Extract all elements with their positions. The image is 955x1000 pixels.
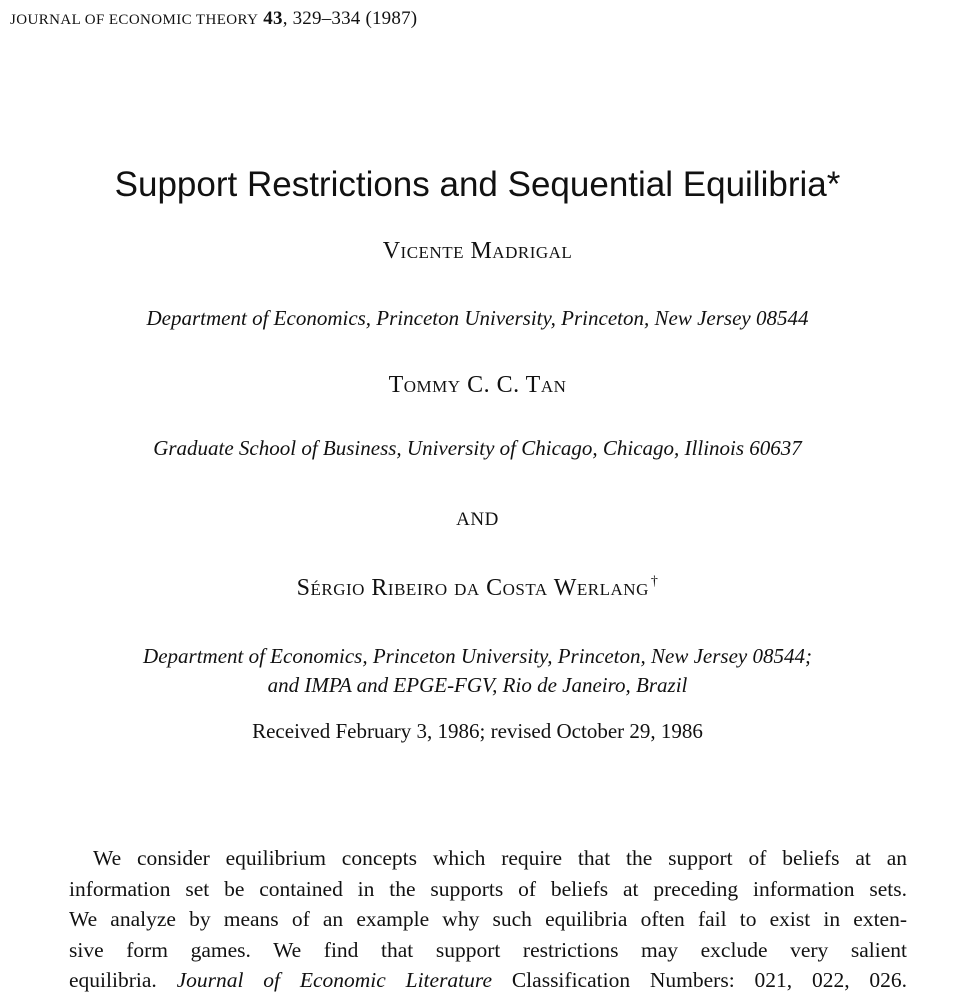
abstract-line-last (69, 965, 907, 996)
classification-numbers: Classification Numbers: 021, 022, 026. (511, 968, 908, 992)
author-affiliation-3a: Department of Economics, Princeton University, Princeton, New Jersey 08544; (143, 644, 812, 668)
author-affiliation-3b: and IMPA and EPGE-FGV, Rio de Janeiro, Brazil (267, 673, 688, 697)
abstract-line: sive form games. We find that support restrictions may exclude very salient (69, 937, 907, 962)
and-separator: AND (456, 509, 499, 530)
journal-volume: 43 (263, 8, 283, 29)
journal-header (10, 8, 417, 30)
journal-pages-year: , 329–334 (1987) (282, 8, 418, 29)
author-name-1: Vicente Madrigal (382, 238, 573, 264)
journal-citation: Journal of Economic Literature (176, 968, 493, 992)
author-affiliation-2: Graduate School of Business, University of Chicago, Chicago, Illinois 60637 (153, 436, 802, 460)
journal-name: JOURNAL OF ECONOMIC THEORY (10, 12, 259, 28)
author-name-2: Tommy C. C. Tan (388, 372, 567, 398)
footnote-dagger: † (650, 574, 659, 589)
author-affiliation-1: Department of Economics, Princeton University, Princeton, New Jersey 08544 (146, 306, 809, 330)
abstract (69, 843, 907, 996)
abstract-text: equilibria. (69, 968, 157, 992)
abstract-line: We consider equilibrium concepts which require that the support of beliefs at an (93, 846, 907, 870)
abstract-line: information set be contained in the supports of beliefs at preceding information sets. (69, 876, 907, 901)
abstract-line: We analyze by means of an example why such equilibria often fail to exist in exten- (69, 907, 907, 931)
author-block-3 (0, 574, 955, 602)
paper-title: Support Restrictions and Sequential Equilibria* (114, 165, 841, 204)
author-name-3: Sérgio Ribeiro da Costa Werlang (296, 575, 649, 601)
received-dates: Received February 3, 1986; revised October 29, 1986 (252, 719, 703, 743)
